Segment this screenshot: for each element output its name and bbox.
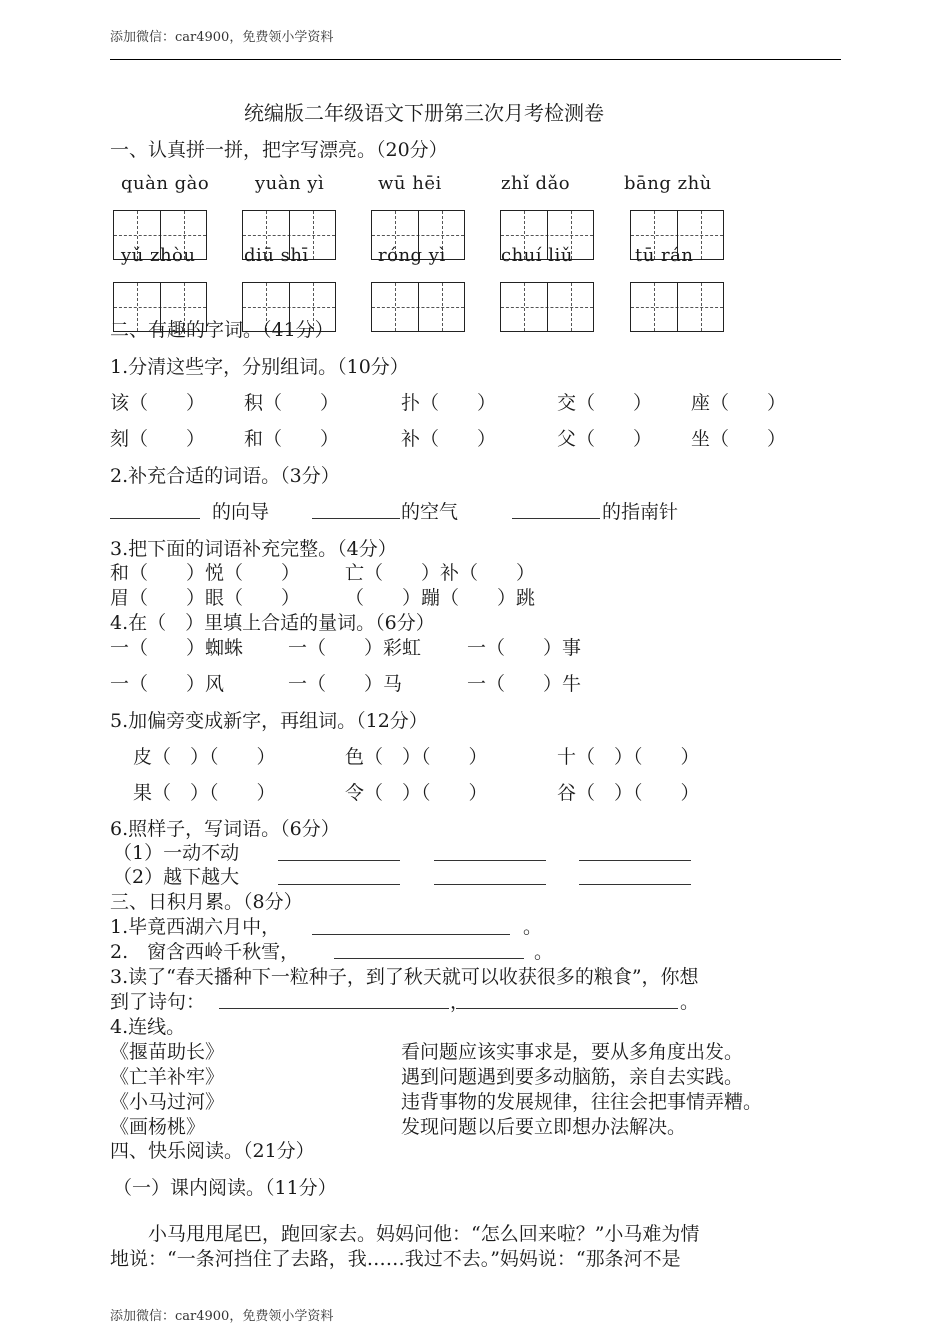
answer-blank[interactable] — [434, 884, 546, 885]
q4-item: 一（ ）蜘蛛 — [110, 637, 244, 659]
pinyin-6: yǔ zhòu — [121, 245, 196, 266]
reading-subheading: （一）课内阅读。（11分） — [113, 1177, 337, 1199]
pinyin-8: róng yì — [378, 245, 446, 266]
pinyin-2: yuàn yì — [255, 173, 325, 194]
answer-blank[interactable] — [312, 934, 510, 935]
q1-item: 座（ ） — [691, 392, 787, 414]
q1-item: 刻（ ） — [110, 428, 206, 450]
section1-heading: 一、认真拼一拼，把字写漂亮。（20分） — [110, 139, 448, 161]
reading-paragraph-line: 地说：“一条河挡住了去路，我……我过不去。”妈妈说：“那条河不是 — [110, 1248, 681, 1270]
match-left[interactable]: 《小马过河》 — [110, 1091, 225, 1113]
pinyin-1: quàn gào — [121, 173, 210, 194]
writing-box[interactable] — [500, 282, 594, 332]
q4-item: 一（ ）牛 — [467, 673, 582, 695]
q3-item: 眉（ ）眼（ ） — [110, 587, 301, 609]
matching-title: 4.连线。 — [110, 1016, 186, 1038]
match-right[interactable]: 发现问题以后要立即想办法解决。 — [401, 1116, 687, 1138]
q1-item: 该（ ） — [110, 392, 206, 414]
q4-item: 一（ ）事 — [467, 637, 582, 659]
q4-title: 4.在（ ）里填上合适的量词。（6分） — [110, 612, 435, 634]
answer-blank[interactable] — [434, 860, 546, 861]
section4-heading: 四、快乐阅读。（21分） — [110, 1140, 315, 1162]
writing-box[interactable] — [630, 282, 724, 332]
q2-item: 的指南针 — [602, 501, 679, 523]
q6-example: （2）越下越大 — [113, 866, 240, 888]
match-left[interactable]: 《画杨桃》 — [110, 1116, 206, 1138]
answer-blank[interactable] — [579, 860, 691, 861]
q4-item: 一（ ）彩虹 — [288, 637, 422, 659]
poem-line-2-end: 。 — [534, 941, 554, 963]
writing-box[interactable] — [371, 282, 465, 332]
match-left[interactable]: 《揠苗助长》 — [110, 1041, 225, 1063]
question-3-end: 。 — [680, 991, 700, 1013]
q1-item: 坐（ ） — [691, 428, 787, 450]
q5-item: 果（ ）（ ） — [133, 782, 276, 804]
q6-title: 6.照样子，写词语。（6分） — [110, 818, 340, 840]
q1-title: 1.分清这些字，分别组词。（10分） — [110, 356, 409, 378]
answer-blank[interactable] — [219, 1008, 449, 1009]
poem-line-2: 2. 窗含西岭千秋雪， — [110, 941, 300, 963]
answer-blank[interactable] — [110, 518, 200, 519]
q5-item: 色（ ）（ ） — [345, 746, 488, 768]
pinyin-5: bāng zhù — [624, 173, 712, 194]
q5-item: 谷（ ）（ ） — [557, 782, 700, 804]
q2-item: 的向导 — [212, 501, 270, 523]
q5-item: 令（ ）（ ） — [345, 782, 488, 804]
q5-item: 皮（ ）（ ） — [133, 746, 276, 768]
answer-blank[interactable] — [456, 1008, 678, 1009]
match-right[interactable]: 违背事物的发展规律，往往会把事情弄糟。 — [401, 1091, 763, 1113]
pinyin-9: chuí liǔ — [501, 245, 573, 266]
q3-item: 亡（ ）补（ ） — [345, 562, 536, 584]
answer-blank[interactable] — [278, 884, 400, 885]
pinyin-3: wū hēi — [378, 173, 442, 194]
q4-item: 一（ ）马 — [288, 673, 403, 695]
question-3-text: 3.读了“春天播种下一粒种子，到了秋天就可以收获很多的粮食”，你想 — [110, 966, 699, 988]
q4-item: 一（ ）风 — [110, 673, 225, 695]
pinyin-4: zhǐ dǎo — [501, 173, 571, 194]
pinyin-7: diū shī — [244, 245, 309, 266]
q1-item: 交（ ） — [557, 392, 653, 414]
answer-blank[interactable] — [312, 518, 400, 519]
page-title: 统编版二年级语文下册第三次月考检测卷 — [244, 101, 604, 125]
q2-title: 2.补充合适的词语。（3分） — [110, 465, 340, 487]
q1-item: 积（ ） — [244, 392, 340, 414]
poem-line-1: 1.毕竟西湖六月中， — [110, 916, 281, 938]
pinyin-10: tū rán — [635, 245, 694, 266]
q1-item: 父（ ） — [557, 428, 653, 450]
q3-item: 和（ ）悦（ ） — [110, 562, 301, 584]
reading-paragraph-line: 小马甩甩尾巴，跑回家去。妈妈问他：“怎么回来啦？”小马难为情 — [110, 1223, 700, 1245]
section3-heading: 三、日积月累。（8分） — [110, 891, 303, 913]
q3-item: （ ）蹦（ ）跳 — [345, 587, 536, 609]
q5-title: 5.加偏旁变成新字，再组词。（12分） — [110, 710, 428, 732]
q2-item: 的空气 — [401, 501, 459, 523]
answer-blank[interactable] — [278, 860, 400, 861]
q5-item: 十（ ）（ ） — [557, 746, 700, 768]
match-left[interactable]: 《亡羊补牢》 — [110, 1066, 225, 1088]
q3-title: 3.把下面的词语补充完整。（4分） — [110, 538, 397, 560]
watermark-footer: 添加微信：car4900，免费领小学资料 — [110, 1309, 334, 1324]
question-3-prompt: 到了诗句： — [110, 991, 206, 1013]
q1-item: 扑（ ） — [401, 392, 497, 414]
q6-example: （1）一动不动 — [113, 842, 240, 864]
answer-blank[interactable] — [334, 958, 524, 959]
header-rule — [110, 59, 841, 60]
section2-heading: 二、有趣的字词。（41分） — [110, 319, 334, 341]
question-3-comma: ， — [450, 991, 470, 1013]
answer-blank[interactable] — [579, 884, 691, 885]
watermark-header: 添加微信：car4900，免费领小学资料 — [110, 30, 334, 45]
match-right[interactable]: 看问题应该实事求是，要从多角度出发。 — [401, 1041, 744, 1063]
poem-line-1-end: 。 — [523, 916, 543, 938]
q1-item: 补（ ） — [401, 428, 497, 450]
match-right[interactable]: 遇到问题遇到要多动脑筋，亲自去实践。 — [401, 1066, 744, 1088]
q1-item: 和（ ） — [244, 428, 340, 450]
answer-blank[interactable] — [512, 518, 600, 519]
